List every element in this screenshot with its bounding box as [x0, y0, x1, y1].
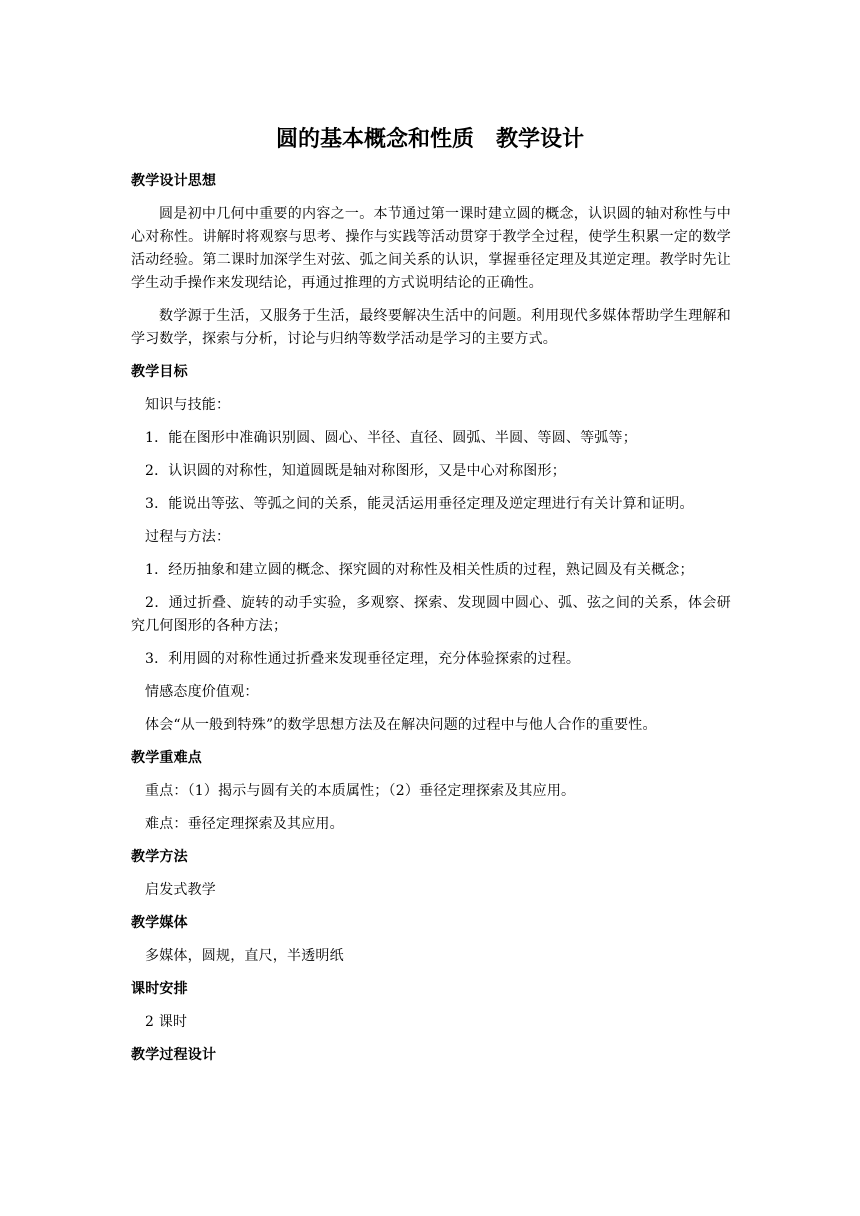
objective-item: 1．能在图形中准确识别圆、圆心、半径、直径、圆弧、半圆、等圆、等弧等；: [145, 430, 637, 446]
document-body: [131, 170, 731, 1077]
methods-text: 启发式教学: [145, 882, 216, 898]
section-heading-methods: 教学方法: [131, 849, 188, 865]
subheading-process-methods: 过程与方法：: [145, 529, 231, 545]
objective-item: 2．认识圆的对称性，知道圆既是轴对称图形，又是中心对称图形；: [145, 463, 566, 479]
section-heading-process-design: 教学过程设计: [131, 1047, 217, 1063]
key-point-item: 重点：（1）揭示与圆有关的本质属性；（2）垂径定理探索及其应用。: [145, 783, 576, 799]
objective-item: 3．利用圆的对称性通过折叠来发现垂径定理，充分体验探索的过程。: [145, 651, 581, 667]
subheading-knowledge-skills: 知识与技能：: [145, 397, 231, 413]
section-heading-objectives: 教学目标: [131, 364, 188, 380]
difficulty-item: 难点：垂径定理探索及其应用。: [145, 816, 344, 832]
subheading-attitudes-values: 情感态度价值观：: [145, 684, 259, 700]
paragraph-design-idea-2: 数学源于生活，又服务于生活，最终要解决生活中的问题。利用现代多媒体帮助学生理解和学习数学，探索与分析，讨论与归纳等数学活动是学习的主要方式。: [131, 308, 731, 347]
objective-item: 1．经历抽象和建立圆的概念、探究圆的对称性及相关性质的过程，熟记圆及有关概念；: [145, 562, 694, 578]
objective-item: 3．能说出等弦、等弧之间的关系，能灵活运用垂径定理及逆定理进行有关计算和证明。: [145, 496, 694, 512]
section-heading-media: 教学媒体: [131, 915, 188, 931]
document-title: 圆的基本概念和性质 教学设计: [275, 126, 584, 152]
schedule-text: 2 课时: [145, 1014, 188, 1030]
media-text: 多媒体，圆规，直尺，半透明纸: [145, 948, 344, 964]
objective-item: 体会“从一般到特殊”的数学思想方法及在解决问题的过程中与他人合作的重要性。: [145, 717, 657, 733]
section-heading-design-idea: 教学设计思想: [131, 173, 217, 189]
paragraph-design-idea-1: 圆是初中几何中重要的内容之一。本节通过第一课时建立圆的概念，认识圆的轴对称性与中心对称性。讲解时将观察与思考、操作与实践等活动贯穿于教学全过程，使学生积累一定的数学活动经验。第二课时加深学生对弦、弧之间关系的认识，掌握垂径定理及其逆定理。教学时先让学生动手操作来发现结论，再通过推理的方式说明结论的正确性。: [131, 206, 731, 291]
section-heading-schedule: 课时安排: [131, 981, 188, 997]
objective-item: 2．通过折叠、旋转的动手实验，多观察、探索、发现圆中圆心、弧、弦之间的关系，体会研究几何图形的各种方法；: [131, 595, 731, 634]
section-heading-key-points: 教学重难点: [131, 750, 202, 766]
